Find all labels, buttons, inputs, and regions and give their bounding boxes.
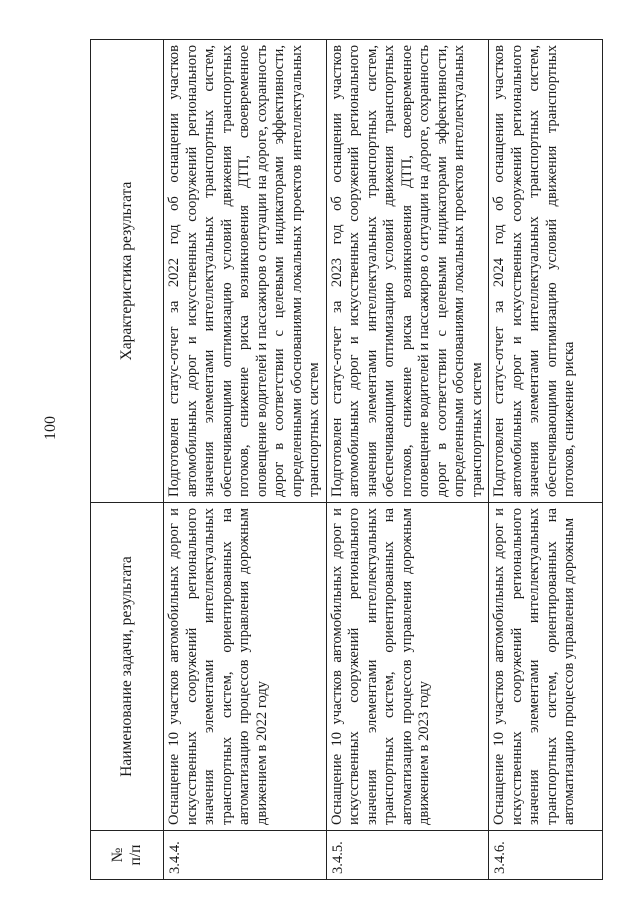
header-number-line1: № [109,847,126,863]
row-number: 3.4.4. [164,831,327,880]
row-task: Оснащение 10 участков автомобильных дорог и искусственных сооружений регионального значения элементами интеллектуальных транспортных систем, ориентированных на автоматизацию процессов управления дорожным движением в 2022 году [164,503,327,831]
row-characteristic-text: Подготовлен статус-отчет за 2024 год об оснащении участков автомобильных дорог и искусственных сооружений регионального значения элементами интеллектуальных транспортных систем, обеспечивающими оптимизацию условий движения транспортных потоков, снижение риска [491,45,577,497]
table-row [164,40,327,880]
row-task: Оснащение 10 участков автомобильных дорог и искусственных сооружений регионального значения элементами интеллектуальных транспортных систем, ориентированных на автоматизацию процессов управления дорожным движением в 2023 году [326,503,489,831]
header-number-line2: п/п [127,844,144,866]
header-characteristic: Характеристика результата [91,40,164,503]
page-number: 100 [42,416,59,440]
row-task-text: Оснащение 10 участков автомобильных дорог и искусственных сооружений регионального значения элементами интеллектуальных транспортных систем, ориентированных на автоматизацию процессов управления дорожным [491,508,577,825]
row-task [489,503,603,831]
row-characteristic [489,40,603,503]
row-characteristic: Подготовлен статус-отчет за 2023 год об оснащении участков автомобильных дорог и искусственных сооружений регионального значения элементами интеллектуальных транспортных систем, обеспечивающими оптимизацию условий движения транспортных потоков, снижение риска возникновения ДТП, своевременное оповещение водителей и пассажиров о ситуации на дороге, сохранность дорог в соответствии с целевыми индикаторами эффективности, определенными обоснованиями локальных проектов интеллектуальных транспортных систем [326,40,489,503]
row-number [489,831,603,880]
header-number [91,831,164,880]
row-characteristic: Подготовлен статус-отчет за 2022 год об оснащении участков автомобильных дорог и искусственных сооружений регионального значения элементами интеллектуальных транспортных систем, обеспечивающими оптимизацию условий движения транспортных потоков, снижение риска возникновения ДТП, своевременное оповещение водителей и пассажиров о ситуации на дороге, сохранность дорог в соответствии с целевыми индикаторами эффективности, определенными обоснованиями локальных проектов интеллектуальных транспортных систем [164,40,327,503]
rotated-table-container [90,40,580,880]
row-number: 3.4.5. [326,831,489,880]
header-task-name: Наименование задачи, результата [91,503,164,831]
table-row [489,40,603,880]
table-header-row [91,40,164,880]
results-table [90,39,603,880]
row-number-text: 3.4.6. [492,841,508,874]
table-row [326,40,489,880]
